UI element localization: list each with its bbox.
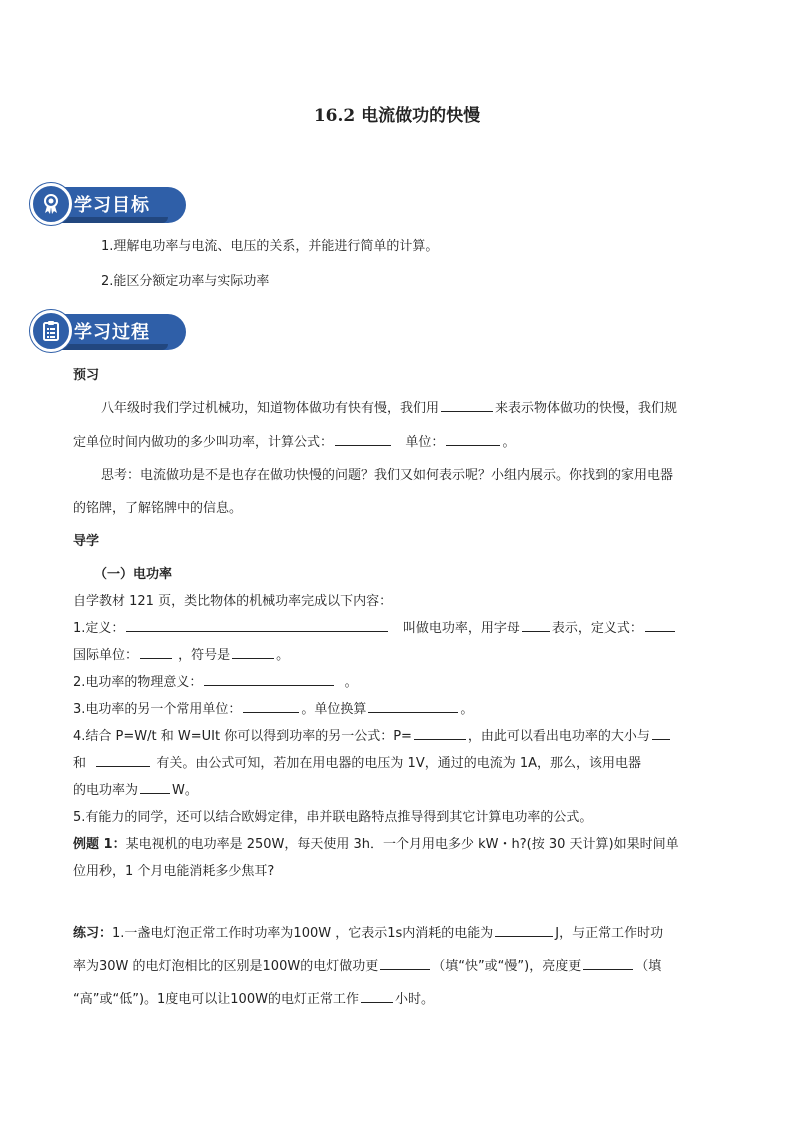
blank-field[interactable] [380,957,430,970]
item-5-line: 5.有能力的同学，还可以结合欧姆定律，串并联电路特点推导得到其它计算电功率的公式。 [73,810,593,825]
preview-think-line: 思考：电流做功是不是也存在做功快慢的问题？我们又如何表示呢？小组内展示。你找到的家用电器 [101,468,674,483]
example-line: 位用秒，1 个月电能消耗多少焦耳? [73,864,275,879]
item-2-line [73,671,358,690]
practice-line [73,922,663,941]
blank-field[interactable] [126,619,388,632]
text: 表示，定义式： [551,621,643,636]
blank-field[interactable] [441,399,493,412]
blank-field[interactable] [361,990,393,1003]
text: “高”或“低”)。1度电可以让100W的电灯正常工作 [73,992,359,1007]
text: 八年级时我们学过机械功，知道物体做功有快有慢，我们用 [101,401,440,416]
item-4-line [73,779,198,798]
text: 小时。 [394,992,434,1007]
blank-field[interactable] [232,646,274,659]
text: （填 [635,959,662,974]
text: 。 [344,675,358,690]
practice-line [73,955,661,974]
blank-field[interactable] [522,619,550,632]
practice-label: 练习： [73,926,113,941]
blank-field[interactable] [368,700,458,713]
blank-field[interactable] [652,727,670,740]
goal-item: 2.能区分额定功率与实际功率 [101,274,270,289]
item-4-line [73,752,641,771]
blank-field[interactable] [140,646,172,659]
section-banner-goals [30,183,186,225]
blank-field[interactable] [243,700,299,713]
clipboard-list-icon [30,310,72,352]
text: 和 [73,756,87,771]
item-3-line [73,698,473,717]
text: J，与正常工作时功 [555,926,664,941]
text: 3.电功率的另一个常用单位： [73,702,242,717]
text: 单位： [405,435,445,450]
text: 。 [502,435,516,450]
text: 某电视机的电功率是 250W，每天使用 3h．一个月用电多少 kW・h?(按 30 天计算)如果时间单 [125,837,679,852]
item-1-line [73,644,289,663]
item-4-line [73,725,672,744]
preview-think-line: 的铭牌，了解铭牌中的信息。 [73,501,243,516]
goal-item: 1.理解电功率与电流、电压的关系，并能进行简单的计算。 [101,239,439,254]
page-title: 16.2 电流做功的快慢 [313,106,481,126]
text: 1.一盏电灯泡正常工作时功率为100W ，它表示1s内消耗的电能为 [112,926,494,941]
text: ，由此可以看出电功率的大小与 [467,729,650,744]
item-1-line [73,617,677,636]
text: 有关。由公式可知，若加在用电器的电压为 1V，通过的电流为 1A，那么，该用电器 [156,756,642,771]
text: 定单位时间内做功的多少叫功率，计算公式： [73,435,334,450]
blank-field[interactable] [446,433,500,446]
award-ribbon-icon [30,183,72,225]
text: 。 [460,702,474,717]
blank-field[interactable] [335,433,391,446]
guide-subheading: （一）电功率 [94,567,173,582]
blank-field[interactable] [414,727,466,740]
practice-line [73,988,434,1007]
blank-field[interactable] [645,619,675,632]
example-label: 例题 1： [73,837,126,852]
section-banner-process [30,310,186,352]
text: W。 [172,783,198,798]
text: 的电功率为 [73,783,139,798]
text: 。 [276,648,290,663]
section-title-goals: 学习目标 [74,195,150,216]
guide-intro: 自学教材 121 页，类比物体的机械功率完成以下内容： [73,594,393,609]
preview-heading: 预习 [73,368,100,383]
example-line [73,833,679,852]
preview-para-line [101,397,677,416]
text: 。单位换算 [301,702,367,717]
blank-field[interactable] [204,673,334,686]
text: 4.结合 P=W/t 和 W=UIt 你可以得到功率的另一公式：P= [73,729,412,744]
blank-field[interactable] [495,924,553,937]
blank-field[interactable] [140,781,170,794]
preview-para-line [73,431,515,450]
blank-field[interactable] [96,754,150,767]
text: 率为30W 的电灯泡相比的区别是100W的电灯做功更 [73,959,379,974]
guide-heading: 导学 [73,534,100,549]
text: 国际单位： [73,648,139,663]
text: 1.定义： [73,621,125,636]
text: 2.电功率的物理意义： [73,675,203,690]
text: ，符号是 [178,648,231,663]
text: 叫做电功率，用字母 [402,621,520,636]
text: （填“快”或“慢”)，亮度更 [432,959,582,974]
blank-field[interactable] [583,957,633,970]
section-title-process: 学习过程 [74,322,150,343]
text: 来表示物体做功的快慢，我们规 [495,401,678,416]
